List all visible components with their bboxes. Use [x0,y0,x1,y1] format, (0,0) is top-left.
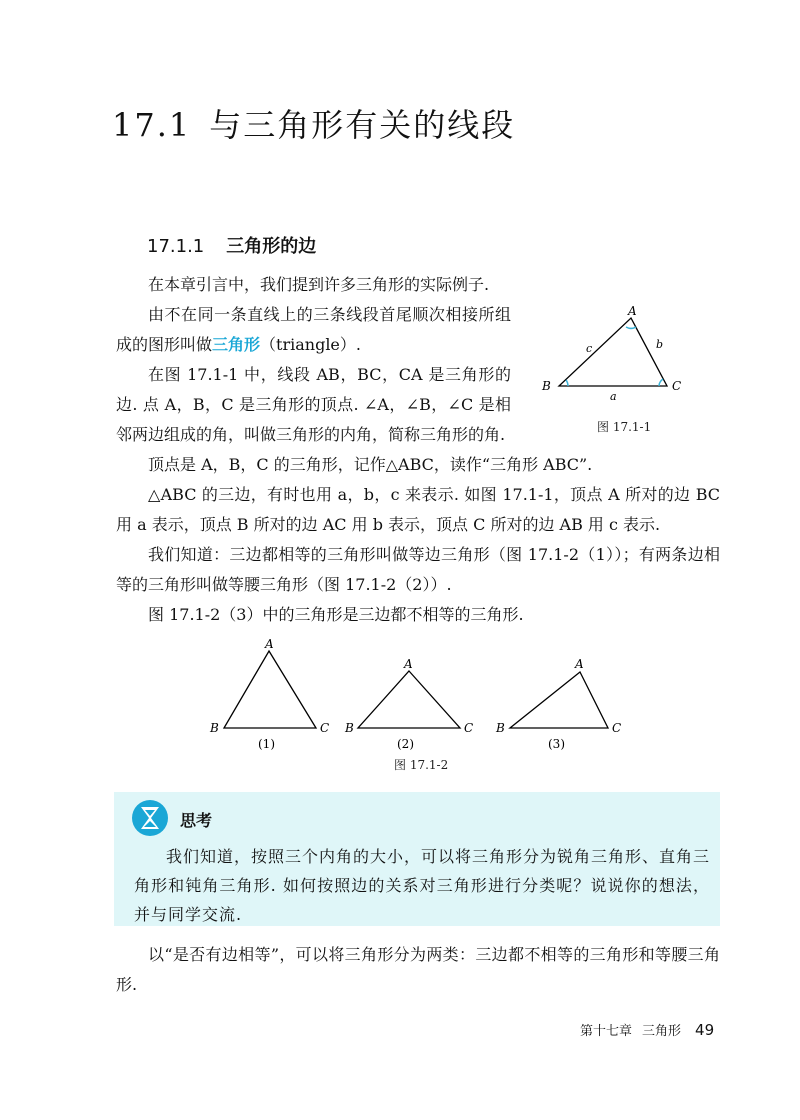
section-number: 17.1 [112,106,192,144]
label-side-c: c [586,342,593,355]
fig2-3-label-a: A [575,657,584,671]
triangle-abc [559,318,667,386]
section-title-text: 与三角形有关的线段 [209,106,516,144]
think-body [134,842,710,929]
conclusion-text: 以“是否有边相等”，可以将三角形分为两类：三边都不相等的三角形和等腰三角形. [116,945,720,994]
fig2-2-label-a: A [404,657,413,671]
angle-mark-b [566,380,568,386]
label-vertex-a: A [628,304,637,318]
section-title [112,100,515,146]
figure-17-1-2-caption: 图 17.1-2 [394,758,449,772]
page-footer [580,1020,714,1039]
fig2-1-label-b: B [210,721,219,735]
body-column [116,450,720,630]
think-icon [130,798,170,838]
paragraph-5: △ABC 的三边，有时也用 a，b，c 来表示. 如图 17.1-1，顶点 A 所对的边 BC 用 a 表示，顶点 B 所对的边 AC 用 b 表示，顶点 C 所对的边 AB 用 c 表示. [116,485,720,534]
paragraph-4: 顶点是 A，B，C 的三角形，记作△ABC，读作“三角形 ABC”. [148,455,593,474]
paragraph-7: 图 17.1-2（3）中的三角形是三边都不相等的三角形. [148,605,524,624]
subsection-title [147,232,316,258]
think-title: 思考 [180,811,213,830]
paragraph-2-text-a: 由不在同一条直线上的三条线段首尾顺次相接所组成的图形叫做 [116,305,511,354]
footer-chapter: 第十七章 [580,1024,633,1039]
figure-17-1-2 [200,636,640,754]
think-body-text: 我们知道，按照三个内角的大小，可以将三角形分为锐角三角形、直角三角形和钝角三角形. 如何按照边的关系对三角形进行分类呢？说说你的想法，并与同学交流. [134,847,711,924]
fig2-3-label-c: C [612,721,622,735]
paragraph-2-text-b: （triangle）. [260,335,361,354]
term-triangle: 三角形 [212,335,261,354]
paragraph-3: 在图 17.1-1 中，线段 AB，BC，CA 是三角形的边. 点 A，B，C 是三角形的顶点. ∠A，∠B，∠C 是相邻两边组成的角，叫做三角形的内角，简称三角形的角. [116,365,511,444]
label-side-b: b [656,338,664,351]
label-vertex-b: B [542,379,551,393]
fig2-1-label-c: C [320,721,330,735]
fig2-caption-3: (3) [548,737,565,751]
triangle-isosceles [358,671,460,728]
fig2-3-label-b: B [496,721,505,735]
figure-17-1-1-caption: 图 17.1-1 [597,420,652,434]
intro-column [116,270,511,450]
paragraph-6: 我们知道：三边都相等的三角形叫做等边三角形（图 17.1-2（1））；有两条边相等的三角形叫做等腰三角形（图 17.1-2（2））. [116,545,720,594]
subsection-number: 17.1.1 [147,236,205,257]
triangle-scalene [510,672,608,728]
angle-mark-a [626,327,636,328]
triangle-equilateral [224,651,316,728]
conclusion [116,940,720,1000]
angle-mark-c [659,379,663,386]
paragraph-2 [116,300,511,360]
page-number: 49 [695,1021,715,1039]
label-side-a: a [610,390,617,403]
fig2-caption-1: (1) [258,737,275,751]
fig2-caption-2: (2) [397,737,414,751]
fig2-1-label-a: A [265,637,274,651]
paragraph-1: 在本章引言中，我们提到许多三角形的实际例子. [148,275,490,294]
label-vertex-c: C [672,379,682,393]
subsection-title-text: 三角形的边 [226,236,317,257]
fig2-2-label-c: C [464,721,474,735]
fig2-2-label-b: B [345,721,354,735]
footer-title: 三角形 [642,1024,682,1039]
